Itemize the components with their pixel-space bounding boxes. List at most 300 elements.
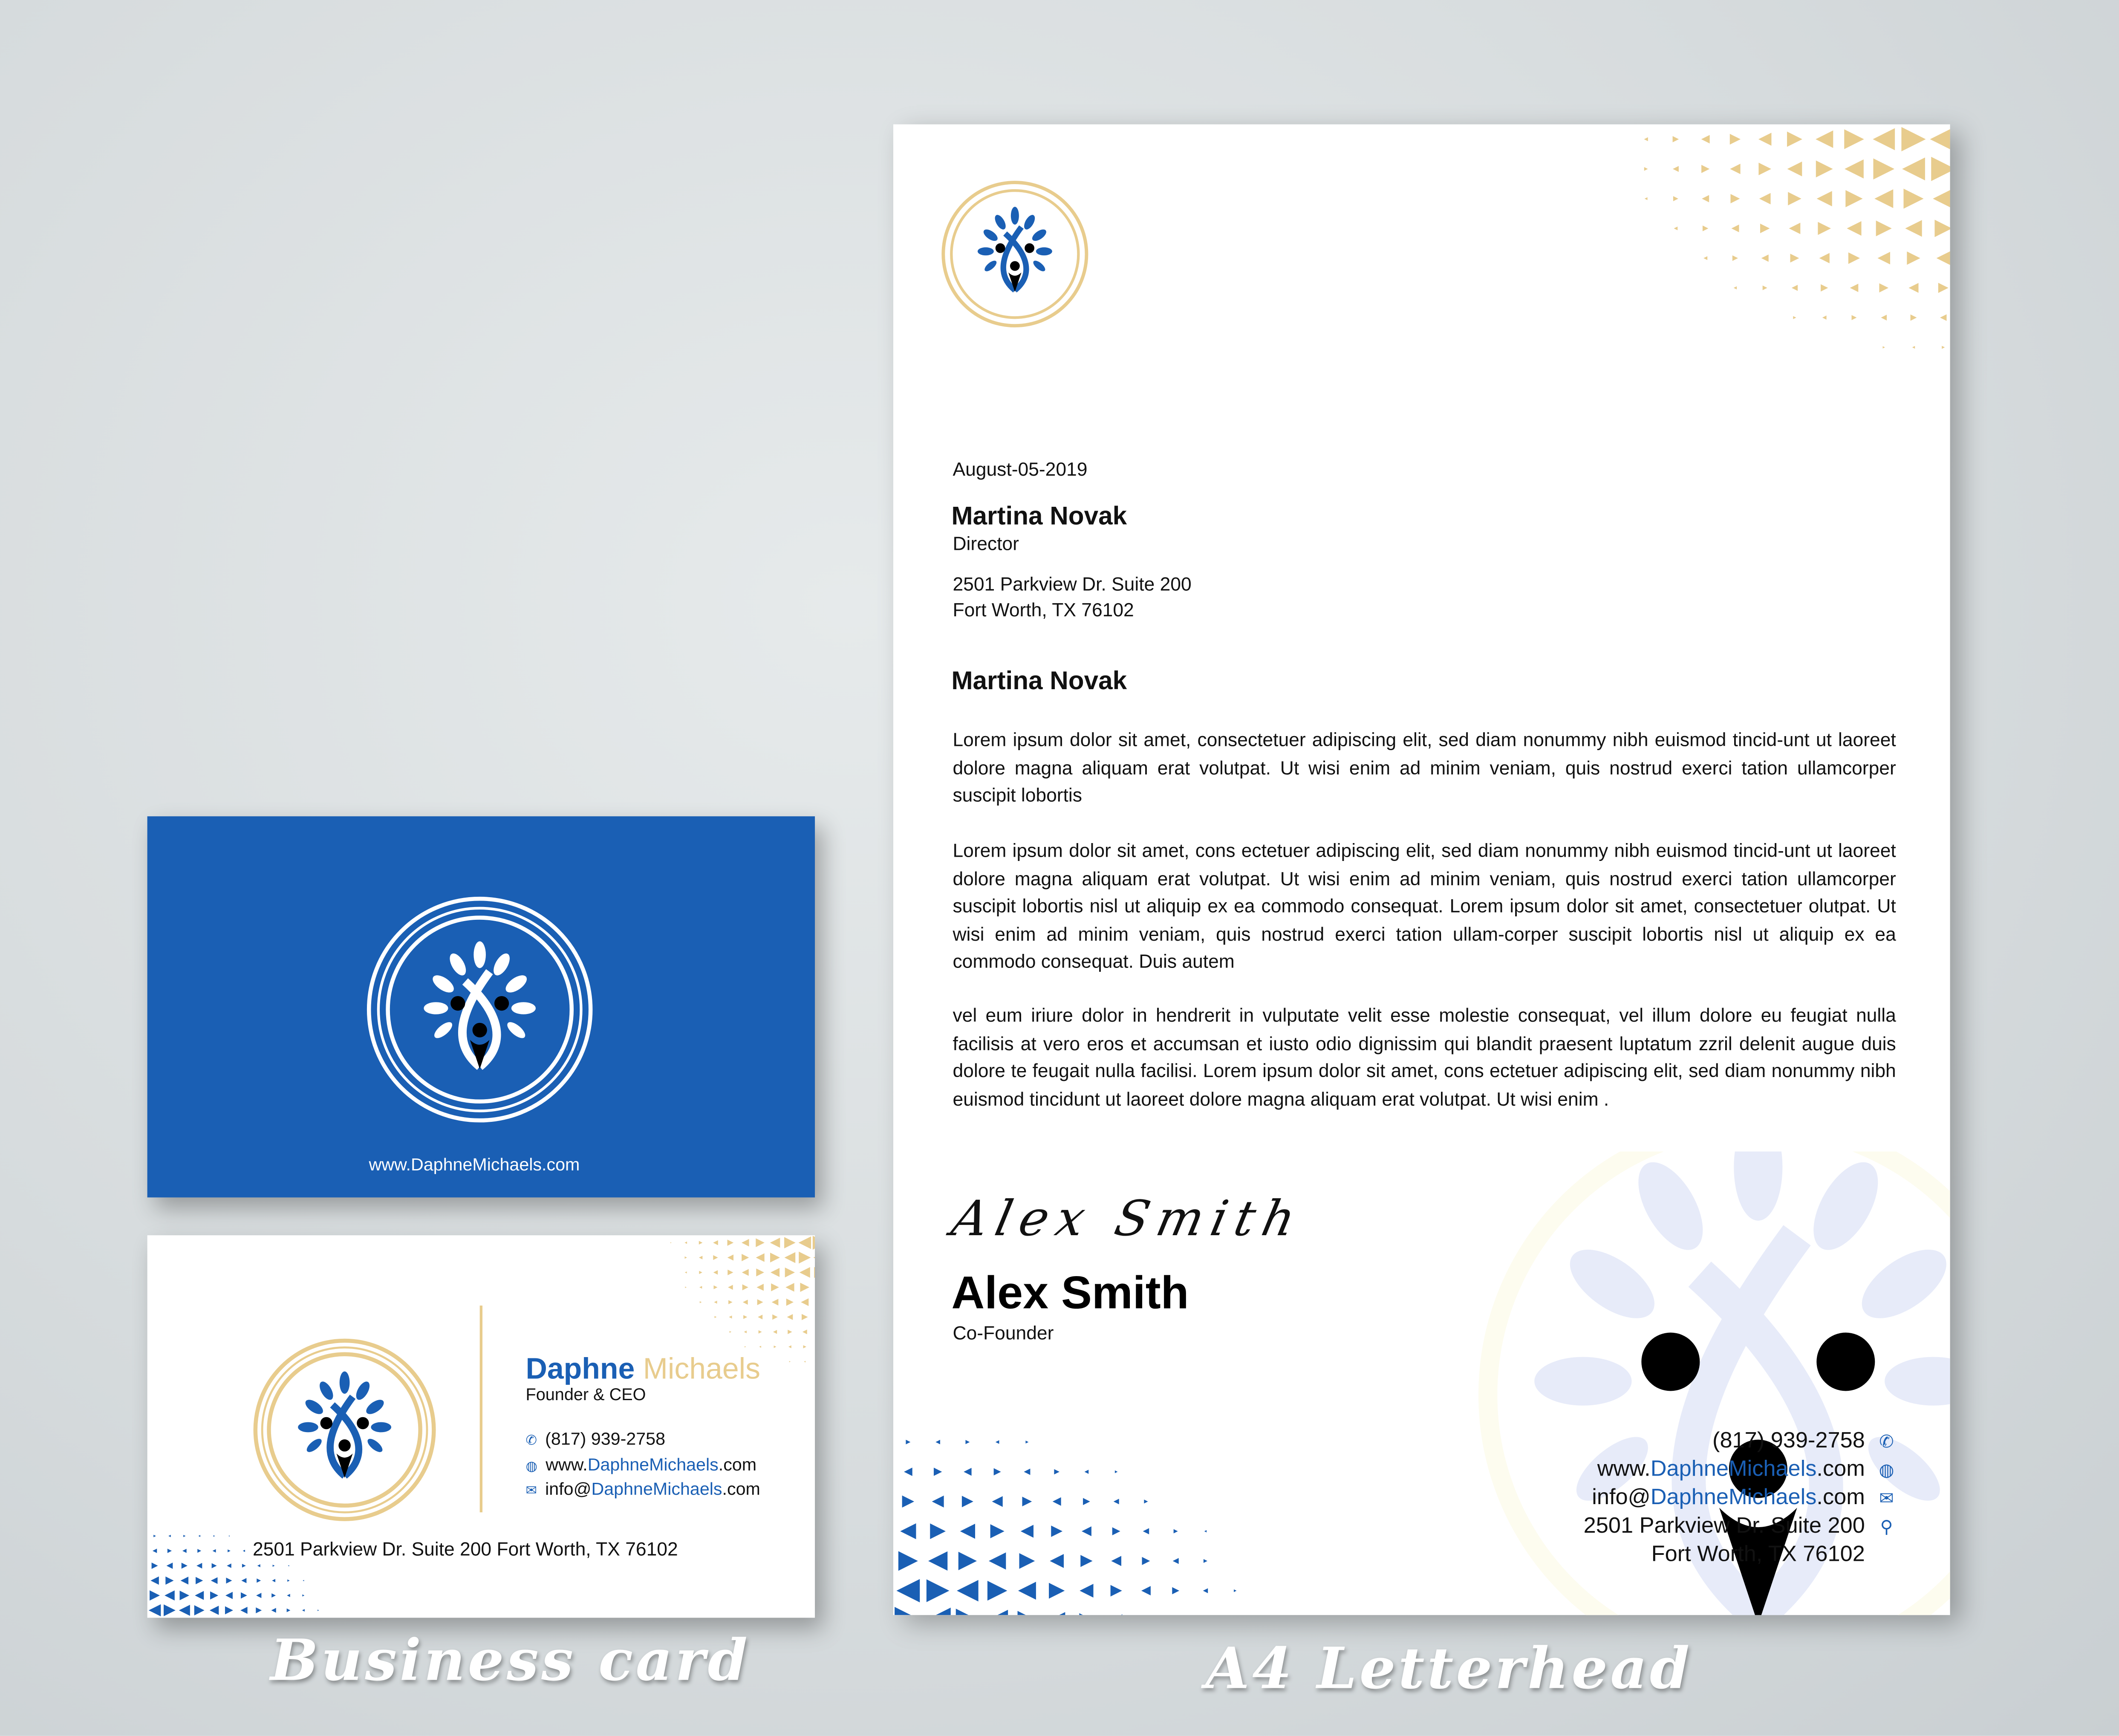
triangle-mark	[1758, 133, 1772, 146]
triangle-mark	[1940, 314, 1946, 321]
contact-address-line1	[1584, 1512, 1896, 1541]
triangle-mark	[787, 1314, 793, 1320]
email-prefix: info@	[1592, 1485, 1651, 1510]
triangle-mark	[987, 1610, 1008, 1615]
triangle-mark	[210, 1592, 218, 1600]
card-phone	[525, 1429, 760, 1454]
letter-date: August-05-2019	[953, 458, 1088, 480]
contact-address-line2	[1584, 1541, 1896, 1569]
card-title: Founder & CEO	[525, 1385, 646, 1404]
triangle-mark	[180, 1591, 190, 1600]
triangle-mark	[287, 1609, 291, 1612]
triangle-mark	[713, 1270, 718, 1274]
triangle-mark	[1730, 164, 1740, 174]
triangle-mark	[1079, 1613, 1094, 1615]
website-domain: DaphneMichaels	[587, 1453, 719, 1474]
triangle-mark	[896, 1579, 920, 1603]
triangle-mark	[813, 1251, 815, 1264]
email-prefix: info@	[545, 1478, 592, 1499]
triangle-mark	[1172, 1587, 1179, 1594]
triangle-mark	[756, 1238, 765, 1247]
triangle-mark	[153, 1535, 156, 1537]
triangle-mark	[1732, 255, 1738, 261]
address-line2-text: Fort Worth, TX 76102	[1651, 1542, 1865, 1567]
triangle-mark	[149, 1604, 161, 1617]
triangle-mark	[742, 1239, 749, 1247]
triangle-mark	[728, 1239, 734, 1246]
triangle-mark	[1931, 157, 1950, 181]
email-domain: DaphneMichaels	[591, 1478, 722, 1499]
triangle-mark	[1203, 1588, 1208, 1593]
triangle-mark	[1850, 284, 1859, 292]
triangle-mark	[1822, 315, 1827, 320]
triangle-mark	[227, 1563, 231, 1568]
website-prefix: www.	[546, 1453, 588, 1474]
triangle-mark	[900, 1523, 916, 1539]
triangle-mark	[181, 1577, 188, 1584]
triangle-mark	[1852, 315, 1857, 320]
triangle-mark	[994, 1468, 1001, 1476]
triangle-mark	[1111, 1585, 1122, 1597]
triangle-mark	[1730, 194, 1740, 203]
front-website: www.DaphneMichaels.com	[369, 1154, 580, 1175]
triangle-mark	[1821, 284, 1828, 292]
triangle-mark	[1173, 1558, 1179, 1564]
triangle-mark	[713, 1255, 718, 1260]
triangle-mark	[1144, 1499, 1148, 1503]
triangle-mark	[935, 1440, 940, 1444]
triangle-mark	[271, 1593, 276, 1597]
triangle-mark	[992, 1496, 1003, 1507]
triangle-mark	[183, 1535, 185, 1537]
triangle-mark	[800, 1283, 809, 1292]
body-paragraph-2: Lorem ipsum dolor sit amet, cons ectetuer adipiscing elit, sed diam nonummy nibh euismod tincid-unt ut laoreet dolore magna aliquam erat volutpat. Ut wisi enim ad minim veniam, quis nostrud exerci tation ullamcorper suscipit lobortis nisl ut aliquip ex ea commodo consequat. Lorem ipsum dolor sit amet, consectetuer olutpat. Ut wisi enim ad minim veniam, quis nostrud exerci tation ullam-corper suscipit lobortis nisl ut aliquip ex ea commodo consequat. Duis autem	[953, 839, 1896, 972]
triangle-mark	[1788, 192, 1801, 205]
triangle-mark	[1054, 1469, 1060, 1475]
triangle-mark	[1051, 1525, 1062, 1537]
triangle-mark	[685, 1271, 687, 1274]
card-address: 2501 Parkview Dr. Suite 200 Fort Worth, TX 76102	[252, 1538, 678, 1560]
triangle-mark	[1789, 223, 1801, 234]
recipient-title: Director	[953, 532, 1019, 555]
triangle-mark	[150, 1577, 159, 1585]
triangle-mark	[788, 1330, 792, 1334]
globe-icon: ◍	[525, 1459, 538, 1474]
triangle-mark	[1019, 1553, 1035, 1569]
triangle-mark	[930, 1523, 946, 1539]
triangle-mark	[895, 1607, 921, 1615]
triangle-mark	[813, 1236, 815, 1250]
triangle-mark	[770, 1238, 780, 1248]
triangle-mark	[728, 1270, 733, 1275]
triangle-mark	[756, 1284, 764, 1291]
triangle-mark	[699, 1286, 702, 1288]
triangle-mark	[302, 1609, 305, 1612]
triangle-mark	[1644, 167, 1648, 171]
triangle-mark	[318, 1609, 319, 1611]
triangle-mark	[1204, 1559, 1207, 1563]
triangle-mark	[699, 1271, 702, 1274]
triangle-mark	[771, 1283, 779, 1291]
triangle-mark	[1902, 157, 1925, 180]
triangle-mark	[932, 1496, 944, 1508]
location-pin-icon: ⚲	[1880, 1516, 1893, 1537]
triangle-mark	[1048, 1612, 1065, 1615]
triangle-mark	[241, 1578, 246, 1583]
signer-name: Alex Smith	[951, 1268, 1189, 1319]
triangle-mark	[1082, 1526, 1091, 1536]
phone-text: (817) 939-2758	[1712, 1428, 1865, 1453]
triangle-mark	[164, 1604, 176, 1616]
triangle-mark	[1053, 1497, 1061, 1506]
triangle-mark	[1024, 1469, 1030, 1475]
triangle-mark	[182, 1563, 188, 1568]
triangle-mark	[1645, 197, 1648, 200]
triangle-mark	[1787, 162, 1802, 176]
triangle-mark	[1112, 1527, 1120, 1535]
vertical-divider	[480, 1306, 482, 1512]
triangle-mark	[742, 1284, 748, 1290]
triangle-mark	[989, 1552, 1006, 1569]
triangle-mark	[1644, 137, 1648, 141]
triangle-mark	[271, 1608, 276, 1612]
triangle-mark	[934, 1467, 942, 1476]
triangle-mark	[699, 1241, 703, 1245]
triangle-mark	[1141, 1586, 1151, 1595]
triangle-mark	[1234, 1589, 1236, 1592]
gold-triangle-pattern	[1542, 124, 1950, 381]
caption-business-card: Business card	[270, 1627, 751, 1694]
triangle-mark	[1701, 135, 1710, 144]
triangle-mark	[1025, 1441, 1028, 1444]
triangle-mark	[1942, 346, 1945, 349]
triangle-mark	[803, 1345, 806, 1348]
triangle-mark	[288, 1565, 289, 1566]
triangle-mark	[898, 1551, 918, 1571]
phone-icon: ✆	[1879, 1431, 1894, 1452]
triangle-mark	[1673, 196, 1678, 201]
triangle-mark	[798, 1236, 811, 1249]
website-suffix: .com	[1816, 1457, 1865, 1482]
triangle-mark	[1933, 188, 1950, 209]
triangle-mark	[1703, 256, 1707, 260]
triangle-mark	[1908, 283, 1918, 293]
triangle-mark	[759, 1330, 762, 1334]
triangle-mark	[964, 1468, 971, 1476]
triangle-mark	[728, 1254, 733, 1260]
triangle-mark	[1143, 1528, 1149, 1534]
triangle-mark	[1883, 346, 1885, 348]
triangle-mark	[1881, 315, 1887, 321]
contact-phone	[1584, 1427, 1896, 1456]
triangle-mark	[927, 1579, 950, 1602]
triangle-mark	[728, 1300, 733, 1304]
triangle-mark	[302, 1594, 304, 1597]
triangle-mark	[167, 1549, 172, 1553]
triangle-mark	[225, 1592, 233, 1599]
spacer	[1877, 1542, 1896, 1561]
triangle-mark	[958, 1552, 977, 1570]
triangle-mark	[785, 1283, 794, 1291]
triangle-mark	[743, 1315, 747, 1319]
triangle-mark	[771, 1268, 779, 1277]
triangle-mark	[801, 1298, 808, 1306]
triangle-mark	[906, 1440, 910, 1444]
triangle-mark	[1018, 1611, 1037, 1615]
triangle-mark	[1848, 252, 1860, 264]
triangle-mark	[256, 1607, 262, 1613]
triangle-mark	[742, 1254, 749, 1261]
triangle-mark	[196, 1577, 203, 1584]
address-line1-text: 2501 Parkview Dr. Suite 200	[1583, 1514, 1865, 1538]
triangle-mark	[772, 1314, 778, 1320]
triangle-mark	[925, 1608, 950, 1615]
triangle-mark	[197, 1549, 201, 1553]
first-name: Daphne	[525, 1351, 635, 1386]
triangle-mark	[179, 1605, 190, 1616]
phone-icon: ✆	[525, 1434, 537, 1449]
triangle-mark	[803, 1329, 807, 1334]
triangle-mark	[152, 1563, 158, 1569]
triangle-mark	[1901, 127, 1926, 151]
triangle-mark	[198, 1535, 200, 1537]
triangle-mark	[684, 1242, 687, 1244]
triangle-mark	[700, 1301, 702, 1303]
triangle-mark	[168, 1535, 171, 1537]
triangle-mark	[996, 1440, 999, 1444]
triangle-mark	[165, 1577, 173, 1585]
triangle-mark	[1734, 286, 1737, 289]
business-card-front	[147, 816, 815, 1197]
recipient-name: Martina Novak	[951, 503, 1127, 531]
triangle-mark	[241, 1592, 247, 1599]
triangle-mark	[1080, 1584, 1093, 1597]
triangle-mark	[956, 1609, 979, 1615]
triangle-mark	[685, 1286, 687, 1288]
triangle-mark	[802, 1314, 808, 1320]
triangle-mark	[1819, 253, 1830, 263]
triangle-mark	[714, 1301, 717, 1304]
triangle-mark	[1790, 254, 1799, 263]
triangle-mark	[1818, 222, 1831, 235]
triangle-mark	[928, 1551, 947, 1571]
triangle-mark	[1903, 189, 1923, 209]
company-logo	[939, 179, 1091, 330]
triangle-mark	[728, 1285, 733, 1290]
triangle-mark	[785, 1268, 795, 1277]
triangle-mark	[1930, 126, 1950, 152]
triangle-mark	[804, 1361, 805, 1363]
letterhead	[893, 124, 1950, 1615]
triangle-mark	[785, 1252, 796, 1263]
phone-text: (817) 939-2758	[545, 1428, 666, 1449]
triangle-mark	[242, 1564, 246, 1568]
triangle-mark	[1018, 1582, 1036, 1600]
triangle-mark	[1142, 1557, 1150, 1565]
triangle-mark	[1787, 132, 1802, 147]
triangle-mark	[713, 1285, 717, 1289]
triangle-mark	[756, 1268, 764, 1277]
triangle-mark	[1816, 160, 1833, 177]
triangle-mark	[1845, 190, 1862, 207]
triangle-mark	[1730, 134, 1741, 144]
recipient-address-line2: Fort Worth, TX 76102	[953, 598, 1134, 621]
triangle-mark	[167, 1563, 173, 1569]
triangle-mark	[715, 1316, 717, 1318]
triangle-mark	[1083, 1498, 1090, 1505]
triangle-mark	[194, 1605, 205, 1615]
globe-icon: ◍	[1879, 1459, 1894, 1480]
triangle-mark	[1080, 1555, 1092, 1567]
triangle-mark	[729, 1315, 732, 1318]
triangle-mark	[225, 1606, 233, 1615]
card-email	[525, 1479, 760, 1504]
triangle-mark	[1816, 130, 1833, 148]
triangle-mark	[1174, 1529, 1178, 1534]
triangle-mark	[1022, 1496, 1032, 1506]
last-name: Michaels	[643, 1351, 761, 1386]
triangle-mark	[256, 1593, 261, 1598]
triangle-mark	[1049, 1583, 1065, 1599]
recipient-address-line1: 2501 Parkview Dr. Suite 200	[953, 573, 1192, 595]
triangle-mark	[226, 1577, 232, 1583]
triangle-mark	[756, 1253, 765, 1262]
triangle-mark	[962, 1496, 973, 1507]
triangle-mark	[786, 1299, 794, 1306]
company-logo	[253, 1338, 436, 1522]
triangle-mark	[303, 1580, 304, 1581]
email-domain: DaphneMichaels	[1650, 1485, 1817, 1510]
triangle-mark	[784, 1237, 796, 1248]
triangle-mark	[1876, 220, 1892, 236]
triangle-mark	[1938, 283, 1949, 293]
triangle-mark	[965, 1440, 970, 1444]
triangle-mark	[1731, 225, 1739, 232]
mail-icon: ✉	[1879, 1488, 1894, 1508]
body-paragraph-1: Lorem ipsum dolor sit amet, consectetuer adipiscing elit, sed diam nonummy nibh euismod tincid-unt ut laoreet dolore magna aliquam erat volutpat. Ut wisi enim ad minim veniam, quis nostrud exerci tation ullamcorper suscipit lobortis	[953, 728, 1896, 806]
website-domain: DaphneMichaels	[1650, 1457, 1817, 1482]
triangle-mark	[1817, 191, 1832, 206]
signature: Alex Smith	[947, 1192, 1308, 1248]
triangle-mark	[195, 1591, 204, 1600]
triangle-mark	[287, 1594, 290, 1597]
triangle-mark	[770, 1253, 780, 1262]
triangle-mark	[773, 1330, 777, 1334]
triangle-mark	[987, 1581, 1008, 1601]
triangle-mark	[758, 1315, 762, 1320]
salutation: Martina Novak	[951, 667, 1127, 696]
triangle-mark	[1761, 254, 1769, 262]
email-suffix: .com	[722, 1478, 760, 1499]
triangle-mark	[287, 1580, 289, 1582]
triangle-mark	[990, 1524, 1005, 1538]
triangle-mark	[1937, 251, 1950, 265]
triangle-mark	[1874, 189, 1893, 208]
mail-icon: ✉	[525, 1484, 537, 1499]
contact-website	[1584, 1456, 1896, 1484]
company-logo-white	[365, 895, 595, 1124]
blue-triangle-pattern	[893, 1368, 1299, 1615]
triangle-mark	[904, 1467, 912, 1476]
triangle-mark	[228, 1535, 230, 1537]
card-name	[525, 1352, 760, 1386]
triangle-mark	[240, 1607, 247, 1614]
triangle-mark	[1674, 227, 1678, 231]
triangle-mark	[1907, 251, 1920, 265]
contact-email	[1584, 1484, 1896, 1513]
triangle-mark	[799, 1251, 811, 1263]
triangle-mark	[1702, 195, 1709, 202]
triangle-mark	[1759, 193, 1771, 205]
triangle-mark	[182, 1549, 187, 1553]
triangle-mark	[211, 1577, 218, 1584]
triangle-mark	[1673, 166, 1679, 172]
triangle-mark	[814, 1267, 815, 1278]
triangle-mark	[1873, 128, 1895, 150]
triangle-mark	[228, 1549, 231, 1552]
triangle-mark	[1021, 1525, 1034, 1538]
caption-letterhead: A4 Letterhead	[1205, 1635, 1692, 1702]
triangle-mark	[213, 1549, 216, 1553]
triangle-mark	[1792, 285, 1798, 291]
triangle-mark	[210, 1606, 219, 1615]
triangle-mark	[243, 1550, 245, 1552]
triangle-mark	[789, 1361, 791, 1362]
triangle-mark	[757, 1299, 763, 1305]
triangle-mark	[685, 1257, 687, 1259]
triangle-mark	[1912, 346, 1915, 349]
triangle-mark	[1879, 283, 1888, 293]
triangle-mark	[257, 1578, 261, 1583]
triangle-mark	[273, 1565, 275, 1567]
triangle-mark	[1845, 159, 1864, 179]
triangle-mark	[759, 1346, 761, 1348]
triangle-mark	[960, 1524, 975, 1539]
letterhead-contact-block	[1584, 1427, 1896, 1569]
triangle-mark	[713, 1240, 718, 1245]
email-suffix: .com	[1816, 1485, 1865, 1510]
triangle-mark	[1701, 165, 1709, 173]
triangle-mark	[1050, 1554, 1064, 1568]
triangle-mark	[743, 1300, 748, 1305]
triangle-mark	[150, 1590, 160, 1600]
triangle-mark	[744, 1331, 747, 1333]
triangle-mark	[1758, 163, 1771, 176]
triangle-mark	[257, 1564, 260, 1567]
triangle-mark	[1763, 286, 1767, 290]
triangle-mark	[1905, 220, 1922, 237]
triangle-mark	[214, 1535, 215, 1537]
triangle-mark	[772, 1299, 779, 1306]
triangle-mark	[1703, 225, 1708, 231]
triangle-mark	[212, 1563, 217, 1568]
triangle-mark	[1793, 316, 1796, 319]
triangle-mark	[902, 1496, 914, 1508]
triangle-mark	[957, 1580, 979, 1602]
card-website	[525, 1453, 760, 1479]
triangle-mark	[165, 1590, 175, 1600]
triangle-mark	[1204, 1530, 1207, 1532]
triangle-mark	[742, 1269, 749, 1276]
signer-title: Co-Founder	[953, 1322, 1054, 1343]
triangle-mark	[730, 1331, 731, 1333]
triangle-mark	[1114, 1499, 1119, 1504]
website-suffix: .com	[718, 1453, 757, 1474]
triangle-mark	[1085, 1470, 1089, 1474]
triangle-mark	[1760, 224, 1770, 233]
business-card-back	[147, 1235, 815, 1618]
triangle-mark	[788, 1345, 791, 1348]
